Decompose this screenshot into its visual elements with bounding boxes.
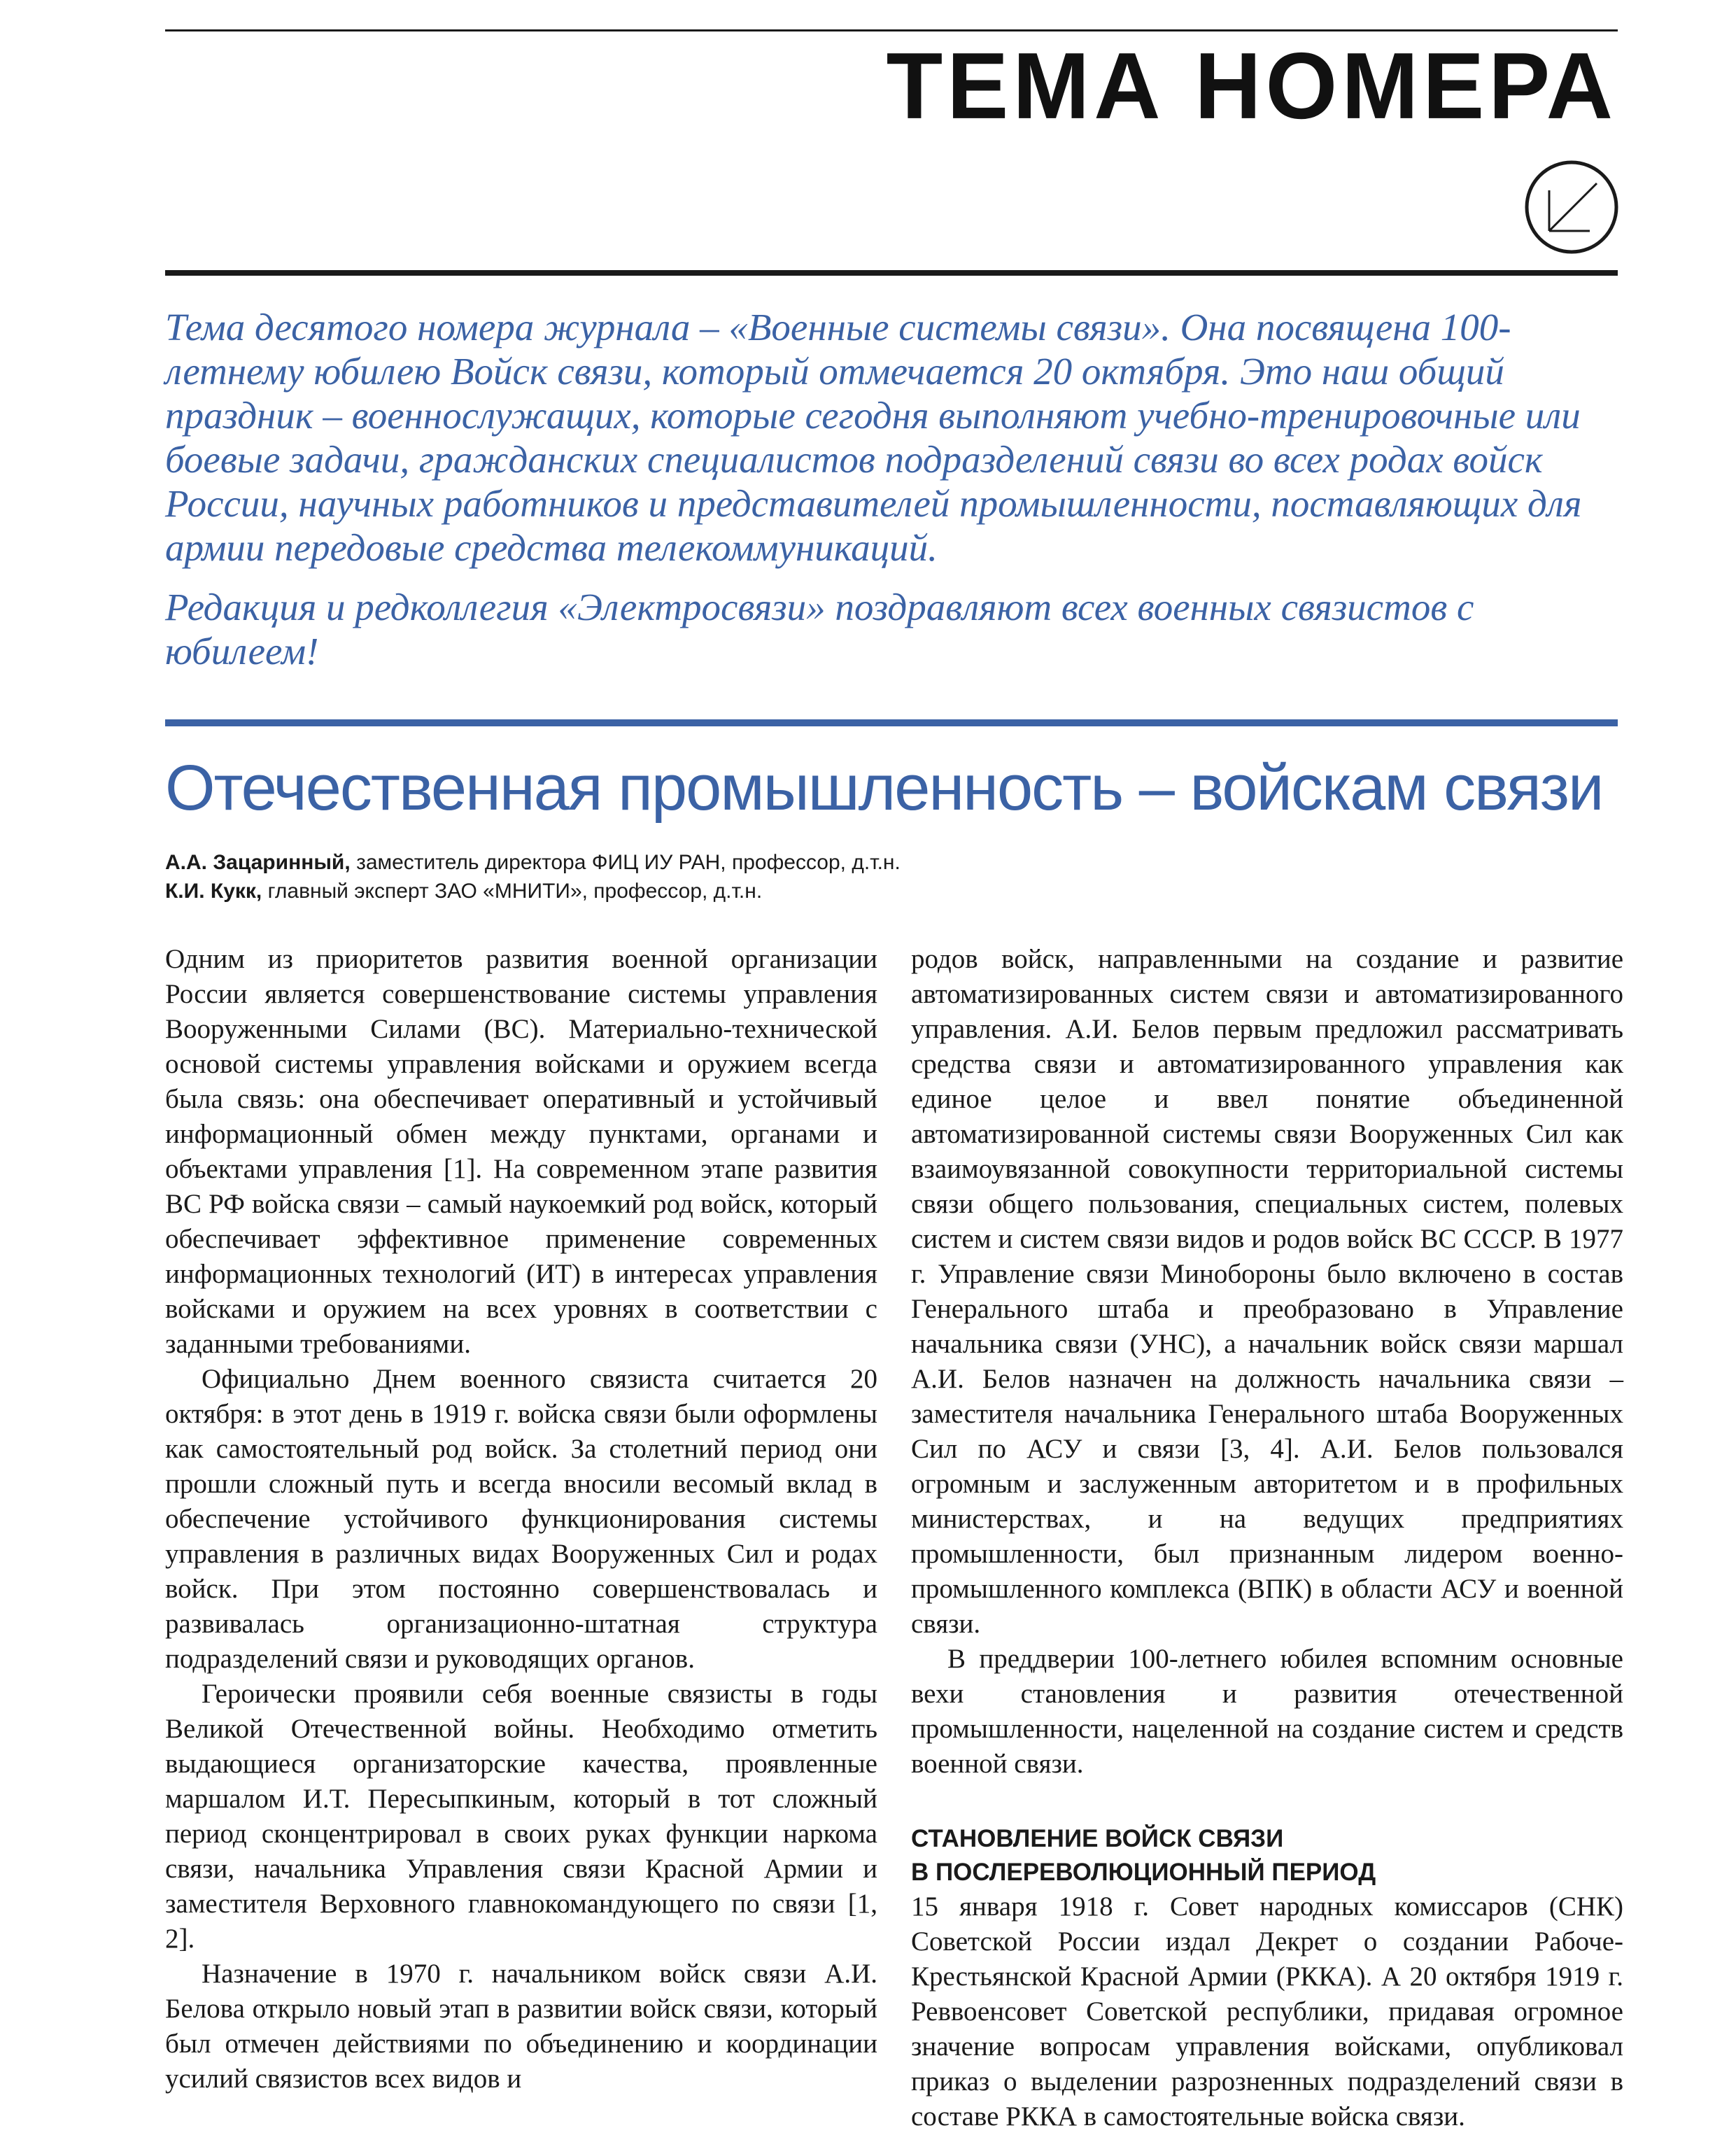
- body-paragraph: В преддверии 100-летнего юбилея вспомним основные вехи становления и развития отечественной промышленности, нацеленной на создание систем и средств военной связи.: [911, 1644, 1623, 1779]
- body-column-left: [165, 942, 877, 2097]
- top-rule: [165, 29, 1618, 31]
- subheading-line: СТАНОВЛЕНИЕ ВОЙСК СВЯЗИ: [911, 1825, 1284, 1852]
- arrow-down-left-circle-icon: [1524, 160, 1619, 255]
- section-subheading: [911, 1822, 1623, 1889]
- authors-block: [165, 848, 1618, 906]
- body-paragraph: Одним из приоритетов развития военной организации России является совершенствование системы управления Вооруженными Силами (ВС). Материально-технической основой системы управления войсками и оружием всегда была связь: она обеспечивает оперативный и устойчивый информационный обмен между пунктами, органами и объектами управления [1]. На современном этапе развития ВС РФ войска связи – самый наукоемкий род войск, который обеспечивает эффективное применение современных информационных технологий (ИТ) в интересах управления войсками и оружием на всех уровнях в соответствии с заданными требованиями.: [165, 944, 877, 1359]
- body-paragraph: Героически проявили себя военные связисты в годы Великой Отечественной войны. Необходимо отметить выдающиеся организаторские качества, проявленные маршалом И.Т. Пересыпкиным, который в тот сложный период сконцентрировал в своих руках функции наркома связи, начальника Управления связи Красной Армии и заместителя Верховного главнокомандующего по связи [1, 2].: [165, 1679, 877, 1954]
- intro-paragraph: Тема десятого номера журнала – «Военные системы связи». Она посвящена 100-летнему юбилею Войск связи, который отмечается 20 октября. Это наш общий праздник – военнослужащих, которые сегодня выполняют учебно-тренировочные или боевые задачи, гражданских специалистов подразделений связи во всех родах войск России, научных работников и представителей промышленности, поставляющих для армии передовые средства телекоммуникаций.: [165, 306, 1582, 569]
- section-title: ТЕМА НОМЕРА: [886, 33, 1617, 139]
- article-rule: [165, 719, 1618, 726]
- body-paragraph: родов войск, направленными на создание и развитие автоматизированных систем связи и автоматизированного управления. А.И. Белов первым предложил рассматривать средства связи и автоматизированного управления как единое целое и ввел понятие объединенной автоматизированной системы связи Вооруженных Сил как взаимоувязанной совокупности территориальной системы связи общего пользования, специальных систем, полевых систем и систем связи видов и родов войск ВС СССР. В 1977 г. Управление связи Минобороны было включено в состав Генерального штаба и преобразовано в Управление начальника связи (УНС), а начальник войск связи маршал А.И. Белов назначен на должность начальника связи – заместителя начальника Генерального штаба Вооруженных Сил по АСУ и связи [3, 4]. А.И. Белов пользовался огромным и заслуженным авторитетом и в профильных министерствах, и на ведущих предприятиях промышленности, был признанным лидером военно-промышленного комплекса (ВПК) в области АСУ и военной связи.: [911, 944, 1623, 1639]
- body-paragraph: Назначение в 1970 г. начальником войск связи А.И. Белова открыло новый этап в развитии войск связи, который был отмечен действиями по объединению и координации усилий связистов всех видов и: [165, 1959, 877, 2094]
- intro-greeting: Редакция и редколлегия «Электросвязи» поздравляют всех военных связистов с юбилеем!: [165, 586, 1474, 672]
- subheading-line: В ПОСЛЕРЕВОЛЮЦИОННЫЙ ПЕРИОД: [911, 1859, 1376, 1886]
- body-column-right: [911, 942, 1623, 2134]
- author-line: [165, 877, 1618, 906]
- header-rule: [165, 270, 1618, 276]
- author-affiliation: заместитель директора ФИЦ ИУ РАН, профессор, д.т.н.: [356, 851, 901, 874]
- author-name: К.И. Кукк,: [165, 880, 262, 903]
- author-line: [165, 848, 1618, 877]
- author-affiliation: главный эксперт ЗАО «МНИТИ», профессор, д.т.н.: [267, 880, 763, 903]
- body-paragraph: Официально Днем военного связиста считается 20 октября: в этот день в 1919 г. войска связи были оформлены как самостоятельный род войск. За столетний период они прошли сложный путь и всегда вносили весомый вклад в обеспечение устойчивого функционирования системы управления в различных видах Вооруженных Сил и родах войск. При этом постоянно совершенствовалась и развивалась организационно-штатная структура подразделений связи и руководящих органов.: [165, 1364, 877, 1674]
- author-name: А.А. Зацаринный,: [165, 851, 351, 874]
- body-paragraph: 15 января 1918 г. Совет народных комиссаров (СНК) Советской России издал Декрет о создании Рабоче-Крестьянской Красной Армии (РККА). А 20 октября 1919 г. Реввоенсовет Советской республики, придавая огромное значение вопросам управления войсками, опубликовал приказ о выделении разрозненных подразделений связи в составе РККА в самостоятельные войска связи.: [911, 1891, 1623, 2132]
- article-title: Отечественная промышленность – войскам связи: [165, 752, 1603, 824]
- intro-block: [165, 305, 1618, 689]
